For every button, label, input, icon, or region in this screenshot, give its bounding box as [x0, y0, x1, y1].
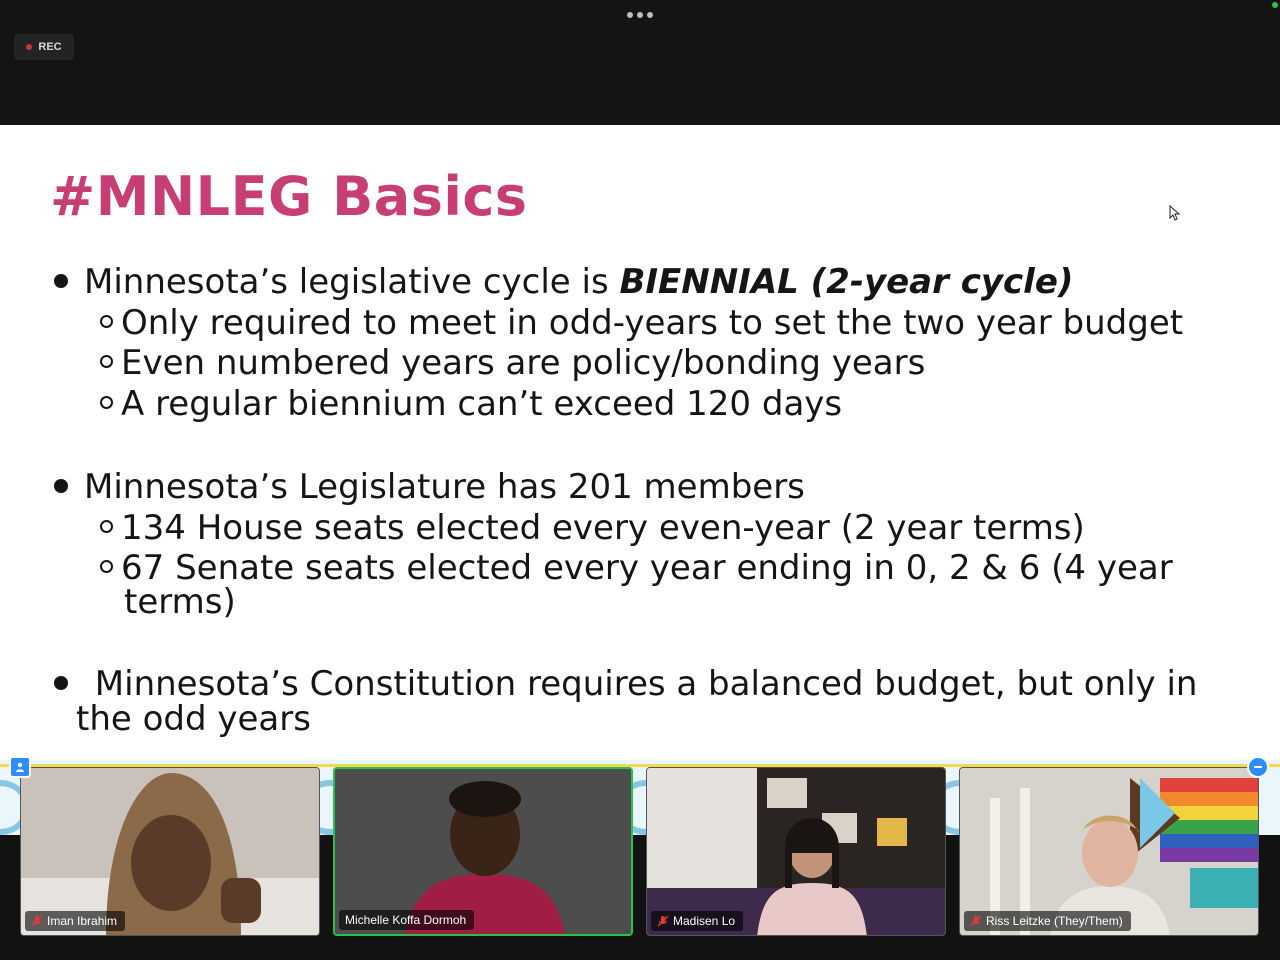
- bullet-emphasis: BIENNIAL (2-year cycle): [619, 262, 1074, 302]
- sub-bullet: [100, 548, 1173, 588]
- sub-bullet-text: 67 Senate seats elected every year ending in 0, 2 & 6 (4 year: [121, 548, 1173, 588]
- sub-bullet-ring-icon: [100, 560, 113, 573]
- bullet-text: Minnesota’s Legislature has 201 members: [84, 467, 805, 507]
- participant-name: Michelle Koffa Dormoh: [345, 913, 467, 927]
- sub-bullet-ring-icon: [100, 355, 113, 368]
- person-icon: [14, 761, 26, 773]
- bullet-balanced-budget: [54, 664, 1198, 704]
- gallery-view-button[interactable]: [9, 756, 31, 778]
- participant-video-tile[interactable]: [959, 767, 1259, 936]
- participant-name-tag: [339, 910, 474, 930]
- participant-name-tag: [964, 911, 1131, 931]
- mic-muted-icon: [970, 915, 982, 927]
- slide-title: #MNLEG Basics: [50, 165, 528, 228]
- sub-bullet-ring-icon: [100, 520, 113, 533]
- participant-video-tile-active-speaker[interactable]: [333, 767, 633, 936]
- shared-screen-slide: [0, 125, 1280, 835]
- sub-bullet-text: Only required to meet in odd-years to set the two year budget: [121, 303, 1184, 343]
- minus-icon: [1252, 761, 1264, 773]
- sub-bullet: [100, 508, 1085, 548]
- mouse-cursor-icon: [1169, 205, 1181, 221]
- sub-bullet-text: A regular biennium can’t exceed 120 days: [121, 384, 843, 424]
- sub-bullet: [100, 384, 843, 424]
- bullet-legislative-cycle: [54, 262, 1074, 302]
- bullet-continuation: the odd years: [76, 699, 311, 739]
- participant-name: Riss Leitzke (They/Them): [986, 914, 1123, 928]
- more-options-icon[interactable]: [624, 8, 656, 22]
- minimize-gallery-button[interactable]: [1247, 756, 1269, 778]
- participant-video-tile[interactable]: [20, 767, 320, 936]
- sub-bullet: [100, 343, 926, 383]
- bullet-text: Minnesota’s legislative cycle is: [84, 262, 620, 302]
- participant-name-tag: [651, 911, 743, 931]
- participant-video-tile[interactable]: [646, 767, 946, 936]
- recording-indicator[interactable]: [14, 34, 74, 60]
- participant-name-tag: [25, 911, 125, 931]
- sub-bullet-text: 134 House seats elected every even-year (2 year terms): [121, 508, 1085, 548]
- sub-bullet-ring-icon: [100, 315, 113, 328]
- meeting-top-bar: [0, 0, 1280, 125]
- mic-muted-icon: [657, 915, 669, 927]
- bullet-dot-icon: [54, 479, 68, 493]
- mic-muted-icon: [31, 915, 43, 927]
- security-indicator-icon: [1272, 2, 1278, 8]
- bullet-text: Minnesota’s Constitution requires a balanced budget, but only in: [84, 664, 1198, 704]
- rec-label: REC: [38, 41, 62, 53]
- sub-bullet-text: Even numbered years are policy/bonding years: [121, 343, 926, 383]
- sub-bullet-continuation: terms): [124, 582, 236, 622]
- bullet-legislature-members: [54, 467, 805, 507]
- sub-bullet-ring-icon: [100, 396, 113, 409]
- record-dot-icon: [26, 44, 32, 50]
- sub-bullet: [100, 303, 1184, 343]
- participant-name: Madisen Lo: [673, 914, 736, 928]
- bullet-dot-icon: [54, 676, 68, 690]
- participant-name: Iman Ibrahim: [47, 914, 118, 928]
- bullet-dot-icon: [54, 274, 68, 288]
